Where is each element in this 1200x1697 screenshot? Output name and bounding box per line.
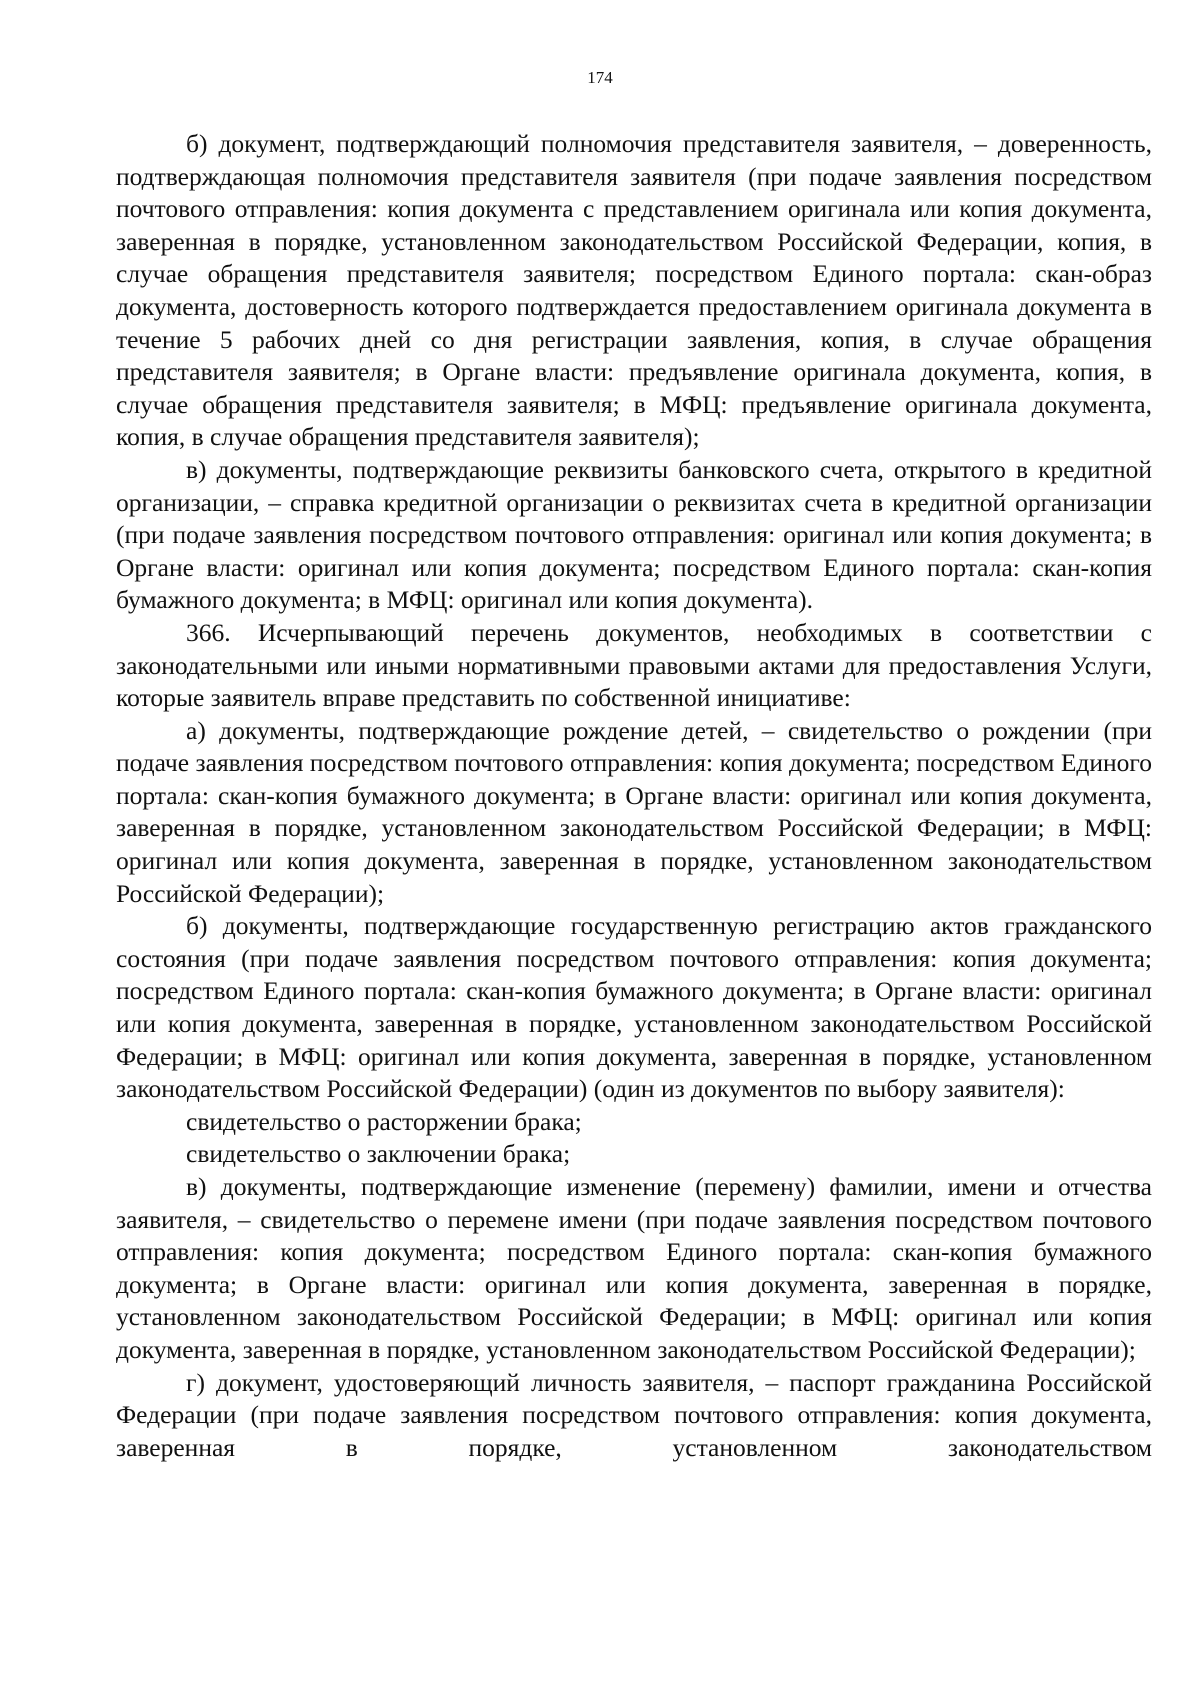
- document-body: [116, 128, 1152, 1464]
- page-number: 174: [587, 68, 613, 87]
- paragraph-366-documents-list: 366. Исчерпывающий перечень документов, необходимых в соответствии с законодательными или иными нормативными правовыми актами для предоставления Услуги, которые заявитель вправе представить по собственной инициативе:: [116, 617, 1152, 713]
- list-item-divorce-certificate: свидетельство о расторжении брака;: [186, 1106, 582, 1136]
- paragraph-b-power-of-attorney: б) документ, подтверждающий полномочия представителя заявителя, – доверенность, подтверждающая полномочия представителя заявителя (при подаче заявления посредством почтового отправления: копия документа с представлением оригинала или копия документа, заверенная в порядке, установленном законодательством Российской Федерации, копия, в случае обращения представителя заявителя; посредством Единого портала: скан-образ документа, достоверность которого подтверждается предоставлением оригинала документа в течение 5 рабочих дней со дня регистрации заявления, копия, в случае обращения представителя заявителя; в Органе власти: предъявление оригинала документа, копия, в случае обращения представителя заявителя; в МФЦ: предъявление оригинала документа, копия, в случае обращения представителя заявителя);: [116, 129, 1152, 452]
- paragraph-a-birth-certificate: а) документы, подтверждающие рождение детей, – свидетельство о рождении (при подаче заявления посредством почтового отправления: копия документа; посредством Единого портала: скан-копия бумажного документа; в Органе власти: оригинал или копия документа, заверенная в порядке, установленном законодательством Российской Федерации; в МФЦ: оригинал или копия документа, заверенная в порядке, установленном законодательством Российской Федерации);: [116, 715, 1152, 908]
- list-item-marriage-certificate: свидетельство о заключении брака;: [186, 1139, 571, 1169]
- paragraph-g-identity-document: г) документ, удостоверяющий личность заявителя, – паспорт гражданина Российской Федерации (при подаче заявления посредством почтового отправления: копия документа, заверенная в порядке, установленном законодательством: [116, 1367, 1152, 1462]
- paragraph-v-bank-details: в) документы, подтверждающие реквизиты банковского счета, открытого в кредитной организации, – справка кредитной организации о реквизитах счета в кредитной организации (при подаче заявления посредством почтового отправления: оригинал или копия документа; в Органе власти: оригинал или копия документа; посредством Единого портала: скан-копия бумажного документа; в МФЦ: оригинал или копия документа).: [116, 454, 1152, 615]
- paragraph-b-civil-registration: б) документы, подтверждающие государственную регистрацию актов гражданского состояния (при подаче заявления посредством почтового отправления: копия документа; посредством Единого портала: скан-копия бумажного документа; в Органе власти: оригинал или копия документа, заверенная в порядке, установленном законодательством Российской Федерации; в МФЦ: оригинал или копия документа, заверенная в порядке, установленном законодательством Российской Федерации) (один из документов по выбору заявителя):: [116, 911, 1152, 1104]
- paragraph-v-name-change: в) документы, подтверждающие изменение (перемену) фамилии, имени и отчества заявителя, – свидетельство о перемене имени (при подаче заявления посредством почтового отправления: копия документа; посредством Единого портала: скан-копия бумажного документа; в Органе власти: оригинал или копия документа, заверенная в порядке, установленном законодательством Российской Федерации; в МФЦ: оригинал или копия документа, заверенная в порядке, установленном законодательством Российской Федерации);: [116, 1172, 1152, 1364]
